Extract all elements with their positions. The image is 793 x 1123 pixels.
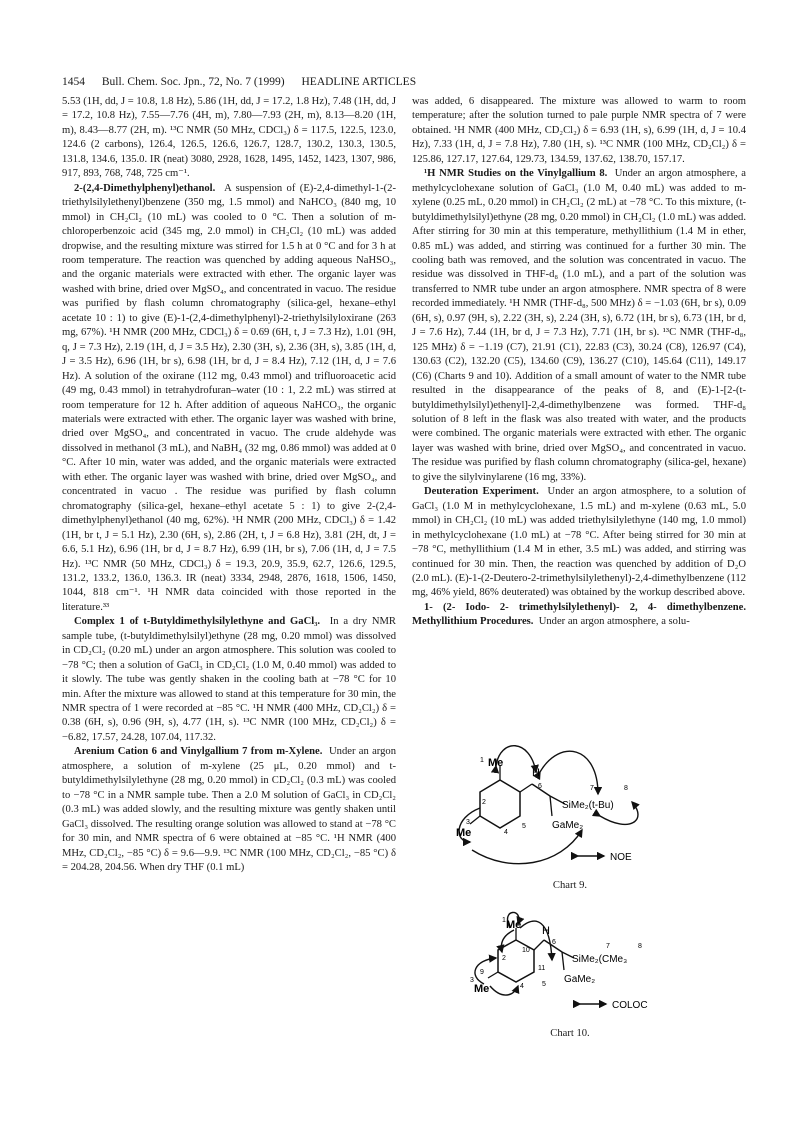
position-number: 5: [522, 823, 526, 830]
run-in-heading: Arenium Cation 6 and Vinylgallium 7 from m-Xylene.: [74, 746, 323, 758]
benzene-ring: [480, 780, 520, 828]
position-number: 3: [466, 819, 470, 826]
section-name: HEADLINE ARTICLES: [301, 76, 417, 88]
atom-label: H: [532, 767, 540, 779]
position-number: 8: [638, 943, 642, 950]
position-number: 9: [480, 969, 484, 976]
position-number: 2: [482, 799, 486, 806]
left-column: [62, 95, 396, 875]
chart10-figure: [440, 900, 700, 1025]
run-in-heading: 1- (2- Iodo- 2- trimethylsilylethenyl)- 2, 4- dimethylbenzene. Methyllithium Procedures.: [412, 601, 746, 628]
paragraph-body: Under an argon atmosphere, a methylcyclohexane solution of GaCl₃ (1.0 M, 0.40 mL) was added to m-xylene (0.25 mL, 0.20 mmol) in CH₂Cl₂ (2 mL) at −78 °C. To this mixture, (t-butyldimethylsilyl)ethyne (28 mg, 0.20 mmol) in CH₂Cl₂ (1.0 mL) was added. After stirring for 30 min at this temperature, methyllithium (1.4 M in ether, 0.85 mL) was added, and stirring was continued for a further 30 min. The cooling bath was removed, and the solution was concentrated in vacuo. The residue was dissolved in THF-d₈ (1.0 mL), and a part of the solution was transferred to NMR tube under an argon atmosphere. NMR spectra of 8 were recorded immediately. ¹H NMR (THF-d₈, 500 MHz) δ = −1.03 (6H, br s), 0.09 (6H, s), 0.97 (9H, s), 2.22 (3H, s), 2.24 (3H, s), 6.72 (1H, br s), 6.73 (1H, br d, J = 7.6 Hz), 7.44 (1H, br d, J = 7.3 Hz), 7.71 (1H, br s). ¹³C NMR (THF-d₈, 125 MHz) δ = −1.19 (C7), 21.91 (C1), 22.83 (C3), 30.24 (C8), 126.97 (C4), 130.63 (C2), 132.20 (C5), 134.60 (C9), 136.27 (C10), 145.64 (C11), 149.17 (C6) (Charts 9 and 10). Addition of a small amount of water to the NMR tube resulted in the disappearance of the peaks of 8, and (E)-1-[2-(t-butyldimethylsilyl)ethenyl]-2,4-dimethylbenzene was formed. THF-d₈ solution of 8 left in the flask was also treated with water, and the products were combined. The organic materials were extracted with ether. The organic layer was washed with brine, dried over MgSO₄, and concentrated in vacuo. The residue was purified by flash column chromatography (silica-gel, hexane) to give the silylvinylarene (16 mg, 33%).: [412, 168, 746, 483]
coloc-arrow: [490, 986, 518, 995]
position-number: 6: [538, 783, 542, 790]
paragraph-body: Under an argon atmosphere, to a solution of GaCl₃ (1.0 M in methylcyclohexane, 1.5 mL) and m-xylene (0.63 mL, 5.0 mmol) in CH₂Cl₂ (10 mL) was added triethylsilylethyne (140 mg, 1.0 mmol) in methylcyclohexane (1.0 mL) at −78 °C. After being stirred for 30 min at −78 °C, methyllithium (1.4 M in ether, 3.5 mL) was added, and stirring was continued for 30 min. Then, the reaction was quenched by addition of D₂O (2.0 mL). (E)-1-(2-Deutero-2-trimethylsilylethenyl)-2,4-dimethylbenzene (112 mg, 46% yield, 86% deuterated) was obtained by the workup described above.: [412, 486, 747, 599]
paragraph: [412, 601, 746, 630]
journal-citation: Bull. Chem. Soc. Jpn., 72, No. 7 (1999): [101, 76, 285, 88]
position-number: 7: [606, 943, 610, 950]
position-number: 5: [542, 981, 546, 988]
chart9-caption: Chart 9.: [552, 880, 588, 891]
position-number: 8: [624, 785, 628, 792]
run-in-heading: Deuteration Experiment.: [424, 486, 539, 498]
position-number: 4: [504, 829, 508, 836]
legend-label: NOE: [610, 852, 632, 863]
paragraph: [412, 485, 746, 601]
paragraph: [412, 167, 746, 485]
atom-label: GaMe₂: [552, 820, 584, 831]
chart9-figure: [440, 738, 700, 883]
position-number: 3: [470, 977, 474, 984]
position-number: 2: [502, 955, 506, 962]
position-number: 7: [590, 785, 594, 792]
run-in-heading: Complex 1 of t-Butyldimethylsilylethyne and GaCl₃.: [74, 616, 321, 628]
page-number: 1454: [62, 76, 85, 88]
paragraph: [62, 182, 396, 616]
atom-label: SiMe₂(t-Bu): [562, 800, 614, 811]
position-number: 4: [520, 983, 524, 990]
chart10-caption: Chart 10.: [550, 1028, 590, 1039]
position-number: 10: [522, 947, 530, 954]
right-column: [412, 95, 746, 630]
run-in-heading: 2-(2,4-Dimethylphenyl)ethanol.: [74, 182, 216, 194]
paragraph-body: Under an argon atmosphere, a solu-: [538, 616, 690, 628]
run-in-heading: ¹H NMR Studies on the Vinylgallium 8.: [424, 168, 608, 180]
atom-label: Me: [474, 983, 490, 995]
noe-arrow: [472, 830, 582, 864]
coloc-arrow: [501, 930, 514, 952]
position-number: 1: [480, 757, 484, 764]
atom-label: Me: [506, 919, 522, 931]
atom-label: Me: [488, 757, 504, 769]
paragraph: was added, 6 disappeared. The mixture was allowed to warm to room temperature; after the solution turned to pale purple NMR spectra of 7 were obtained. ¹H NMR (400 MHz, CD₂Cl₂) δ = 6.93 (1H, s), 6.99 (1H, d, J = 10.4 Hz), 7.33 (1H, d, J = 7.8 Hz), 7.80 (1H, s). ¹³C NMR (100 MHz, CD₂Cl₂) δ = 125.86, 127.17, 127.64, 129.73, 134.59, 137.62, 138.70, 157.17.: [412, 96, 746, 165]
position-number: 1: [502, 917, 506, 924]
paragraph-body: Under an argon atmosphere, a solution of m-xylene (25 μL, 0.20 mmol) and t-butyldimethylsilylethyne (28 mg, 0.20 mmol) in CD₂Cl₂ (0.3 mL) was cooled to −78 °C in a NMR sample tube. Then a 2.0 M solution of GaCl₃ in CD₂Cl₂ (0.3 mL) was added slowly, and the resulting mixture was gently shaken until GaCl₃ dissolved. The resulting orange solution was allowed to stand at −78 °C for 30 min, and NMR spectra of 6 were obtained at −85 °C. ¹H NMR (400 MHz, CD₂Cl₂, −85 °C) δ = 9.6—9.9. ¹³C NMR (100 MHz, CD₂Cl₂, −85 °C) δ = 204.28, 204.56. When dry THF (0.1 mL): [62, 746, 396, 874]
paragraph: [62, 745, 396, 875]
paragraph: [62, 615, 396, 745]
position-number: 6: [552, 939, 556, 946]
atom-label: SiMe₂(CMe₃: [572, 954, 628, 965]
coloc-arrow: [475, 958, 496, 984]
legend-label: COLOC: [612, 1000, 648, 1011]
chart10-structure: [440, 900, 700, 1020]
position-number: 11: [538, 965, 546, 972]
paragraph-body: A suspension of (E)-2,4-dimethyl-1-(2-triethylsilylethenyl)benzene (350 mg, 1.5 mmol) and NaHCO₃ (840 mg, 10 mmol) in CH₂Cl₂ (10 mL) was cooled to 0 °C. Then a solution of m-chloroperbenzoic acid (345 mg, 2.0 mmol) in CH₂Cl₂ (10 mL) was added dropwise, and the resulting mixture was stirred for 1.5 h at 0 °C and for 3 h at room temperature. The reaction was quenched by adding aqueous NaHSO₃, and the organic materials were extracted with ether. The organic layer was washed with brine, dried over MgSO₄, and concentrated in vacuo. The residue was purified by flash column chromatography (silica-gel, hexane–ethyl acetate 10 : 1) to give (E)-1-(2,4-dimethylphenyl)-2-triethylsilyloxirane (263 mg, 67%). ¹H NMR (200 MHz, CDCl₃) δ = 0.69 (6H, t, J = 7.3 Hz), 1.01 (9H, q, J = 7.3 Hz), 2.19 (1H, d, J = 3.5 Hz), 2.30 (3H, s), 2.36 (3H, s), 3.85 (1H, d, J = 3.5 Hz), 6.96 (1H, br s), 6.98 (1H, br d, J = 8.4 Hz), 7.12 (1H, d, J = 7.6 Hz). A solution of the oxirane (112 mg, 0.43 mmol) and trifluoroacetic acid (49 mg, 0.43 mmol) in tetrahydrofuran–water (10 : 1, 2.2 mL) was stirred at room temperature for 12 h. After addition of aqueous NaHCO₃, the organic materials were extracted with ether. The organic layer was washed with brine, dried over MgSO₄, and concentrated in vacuo. The crude aldehyde was dissolved in methanol (3 mL), and NaBH₄ (32 mg, 0.86 mmol) was added at 0 °C. After 10 min, water was added, and the organic materials were extracted with ether. The organic layer was washed with brine, dried over MgSO₄, and concentrated in vacuo . The residue was purified by flash column chromatography (silica-gel, hexane–ethyl acetate 5 : 1) to give 2-(2,4-dimethylphenyl)ethanol (40 mg, 62%). ¹H NMR (200 MHz, CDCl₃) δ = 1.42 (1H, br t, J = 5.1 Hz), 2.30 (6H, s), 2.86 (2H, t, J = 6.8 Hz), 3.81 (2H, dt, J = 6.6, 5.1 Hz), 6.96 (1H, br d, J = 8.7 Hz), 6.99 (1H, br s), 7.06 (1H, d, J = 7.5 Hz). ¹³C NMR (50 MHz, CDCl₃) δ = 19.3, 20.9, 35.9, 62.7, 126.6, 129.5, 131.2, 133.2, 136.0, 136.3. IR (neat) 3334, 2948, 2876, 1618, 1506, 1450, 1044, 818 cm⁻¹. ¹H NMR data coincided with those reported in the literature.³³: [62, 182, 397, 613]
paragraph-body: In a dry NMR sample tube, (t-butyldimethylsilyl)ethyne (28 mg, 0.20 mmol) was dissolved in CD₂Cl₂ (0.20 mL) under an argon atmosphere. This solution was cooled to −78 °C; then a solution of GaCl₃ in CD₂Cl₂ (1.0 M, 0.40 mmol) was added to it slowly. The tube was gently shaken in the cooling bath at −78 °C for 10 min. After the mixture was allowed to stand at this temperature for 30 min, the NMR spectra of 1 were recorded at −85 °C. ¹H NMR (400 MHz, CD₂Cl₂) δ = 0.38 (6H, s), 0.96 (9H, s), 4.77 (1H, s). ¹³C NMR (100 MHz, CD₂Cl₂) δ = −6.82, 17.57, 24.28, 107.04, 117.32.: [62, 616, 396, 743]
atom-label: H: [542, 925, 550, 937]
chart9-structure: [440, 738, 700, 878]
atom-label: Me: [456, 827, 472, 839]
running-header: [62, 76, 732, 88]
atom-label: GaMe₂: [564, 974, 596, 985]
paragraph: 5.53 (1H, dd, J = 10.8, 1.8 Hz), 5.86 (1H, dd, J = 17.2, 1.8 Hz), 7.48 (1H, dd, J = 17.2, 10.8 Hz), 7.55—7.76 (4H, m), 7.80—7.93 (2H, m), 8.13—8.20 (1H, m), 8.43—8.77 (2H, m). ¹³C NMR (50 MHz, CDCl₃) δ = 117.5, 122.5, 123.0, 124.6 (2 carbons), 126.4, 126.5, 126.6, 126.7, 128.7, 130.2, 130.3, 130.5, 131.8, 134.6, 135.0. IR (neat) 3080, 2928, 1628, 1495, 1452, 1423, 1307, 986, 917, 893, 768, 748, 725 cm⁻¹.: [62, 96, 396, 180]
